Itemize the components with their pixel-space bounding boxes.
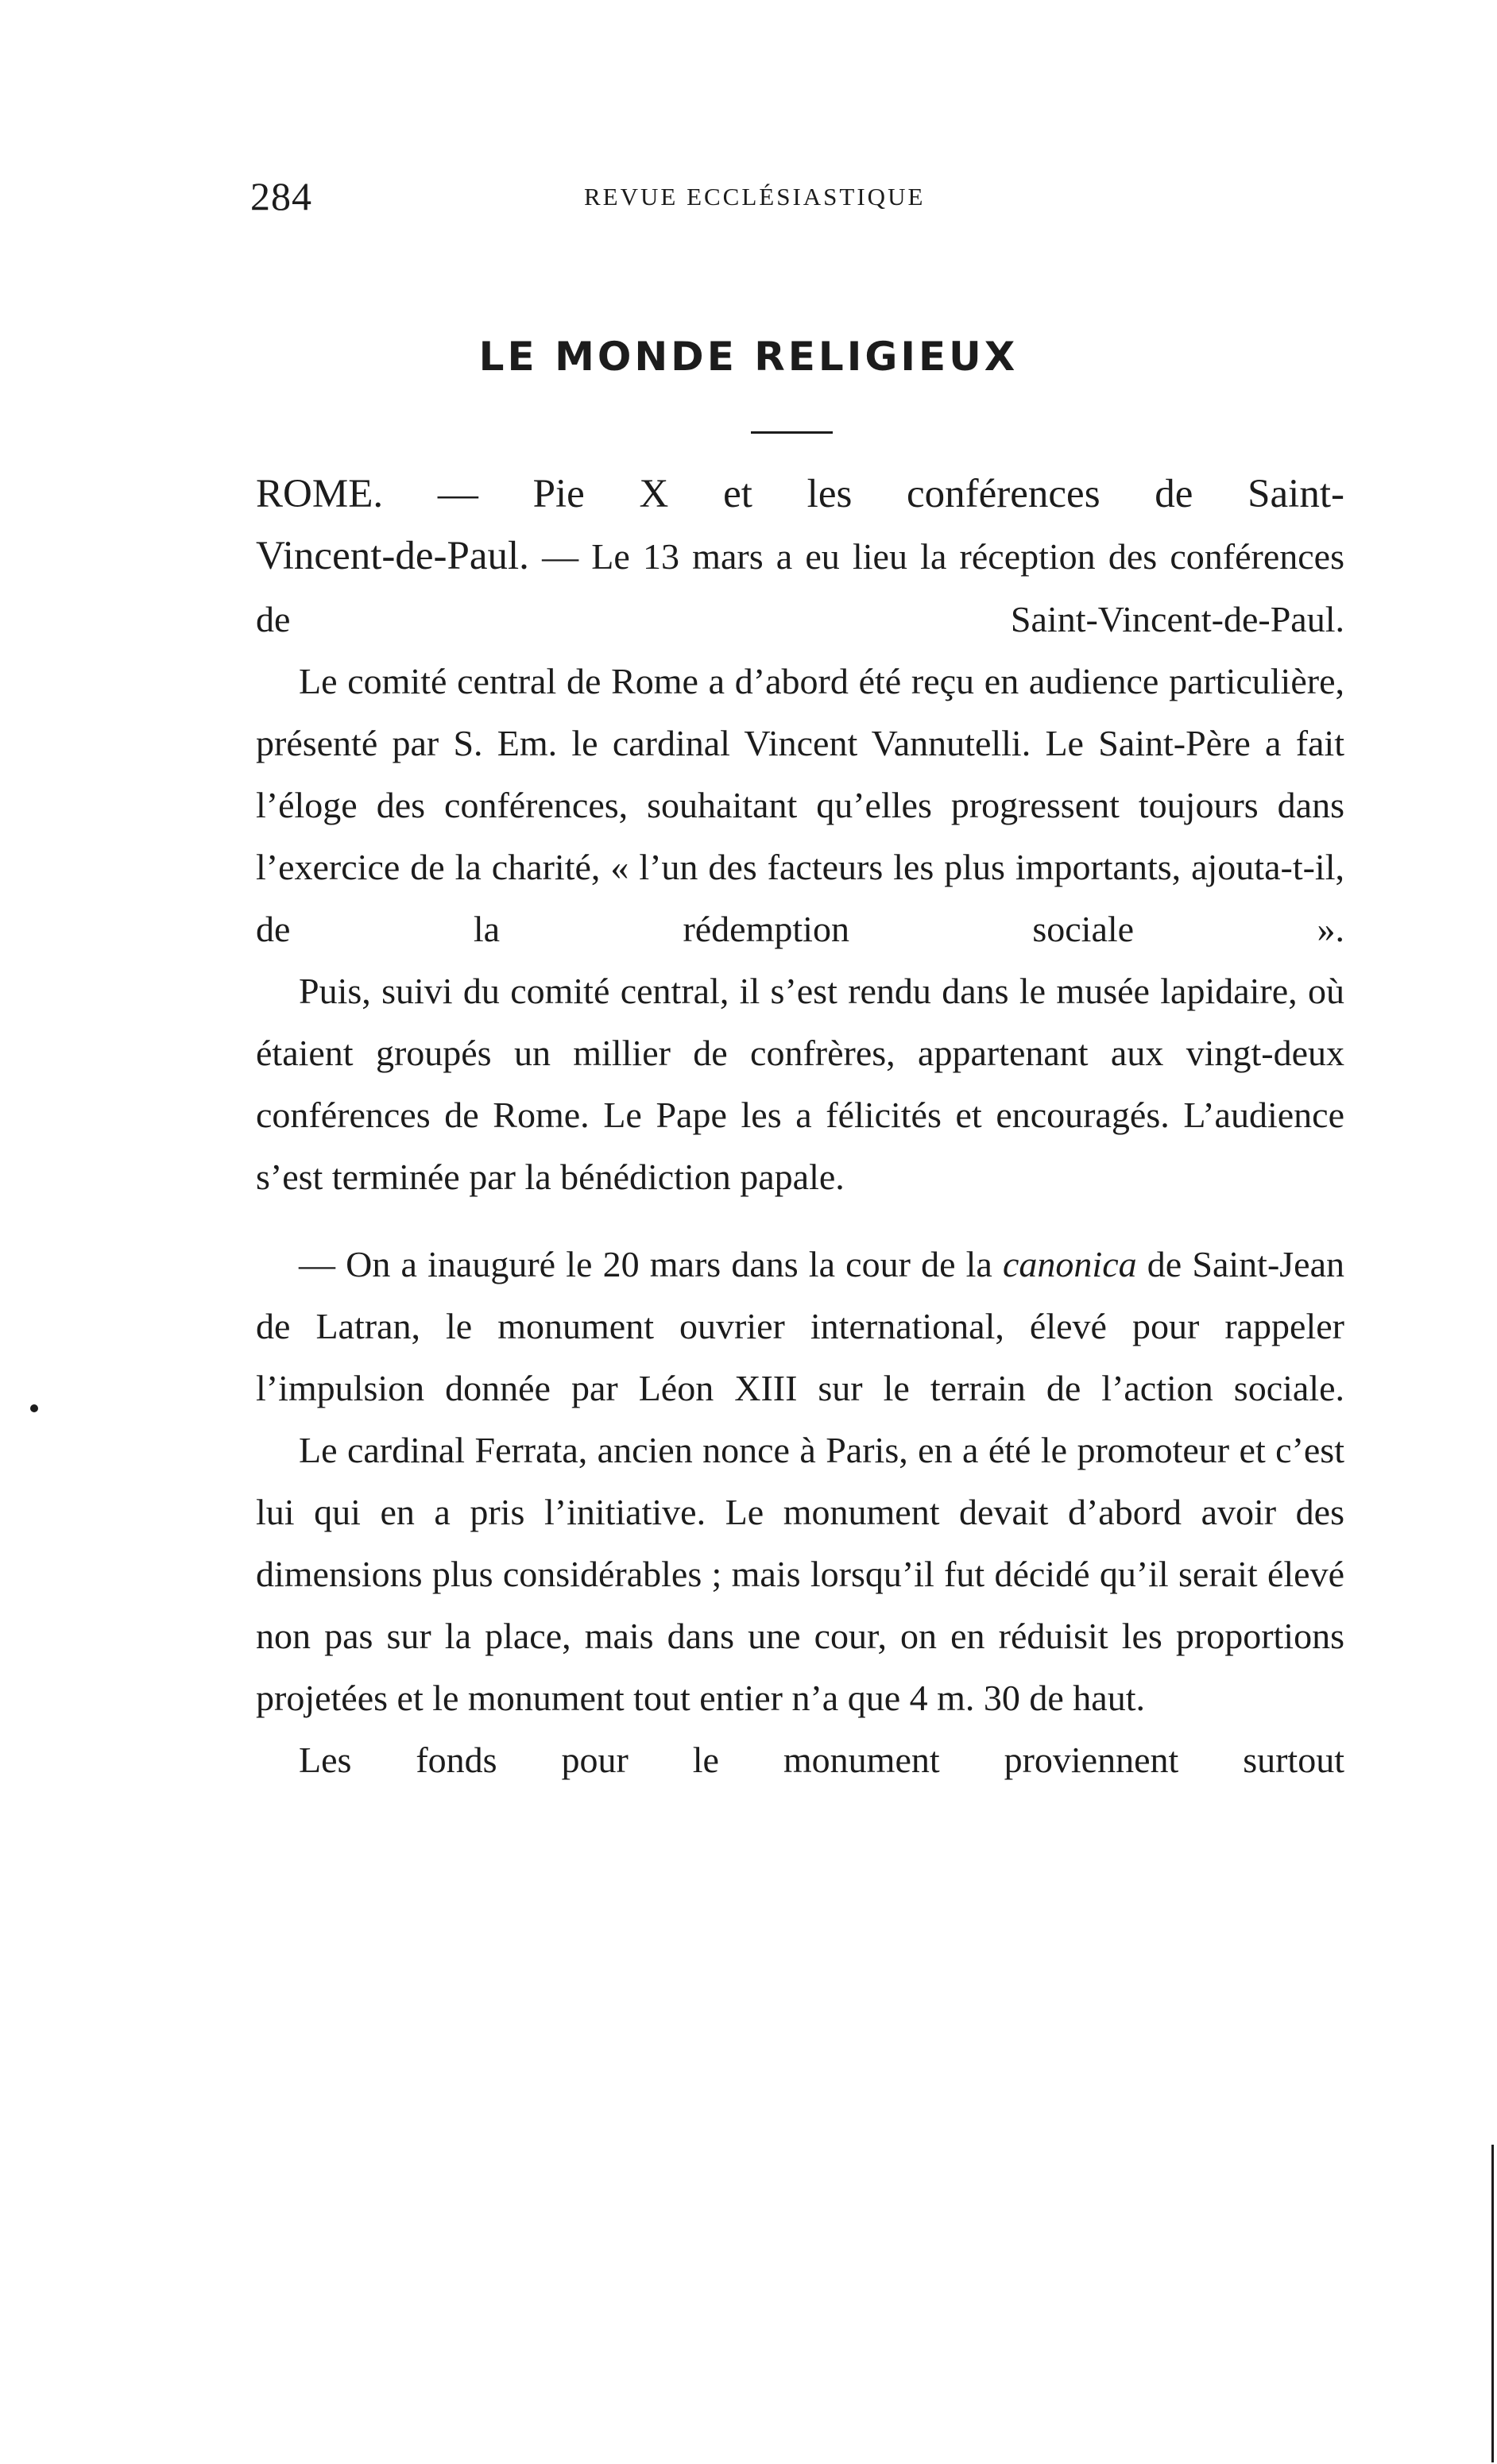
lead-line-2 xyxy=(256,536,1344,639)
canonica-term: canonica xyxy=(1003,1244,1137,1284)
monument-text-start: — On a inauguré le 20 mars dans la cour de la xyxy=(299,1244,1004,1284)
page-edge-line xyxy=(1491,2145,1494,2462)
paragraph-musee: Puis, suivi du comité central, il s’est rendu dans le musée lapidaire, où étaient groupés un millier de confrères, appartenant aux vingt-deux conférences de Rome. Le Pape les a félicités et encouragés. L’audience s’est terminée par la bénédiction papale. xyxy=(256,971,1344,1197)
margin-mark xyxy=(30,1404,38,1412)
page-number: 284 xyxy=(250,174,312,218)
lead-paragraph xyxy=(256,463,1344,651)
journal-title: REVUE ECCLÉSIASTIQUE xyxy=(584,183,926,210)
paragraph-ferrata: Le cardinal Ferrata, ancien nonce à Paris, en a été le promoteur et c’est lui qui en a pris l’initiative. Le monument devait d’abord avoir des dimensions plus considérables ; mais lorsqu’il fut décidé qu’il serait élevé non pas sur la place, mais dans une cour, on en réduisit les proportions projetées et le monument tout entier n’a que 4 m. 30 de haut. xyxy=(256,1430,1344,1718)
monument-text-end: de Saint-Jean de Latran, le monument ouvrier international, élevé pour rappeler l’impulsion donnée par Léon XIII sur le terrain de l’action sociale. xyxy=(256,1244,1344,1408)
paragraph-monument xyxy=(256,1234,1344,1419)
paragraph-comite: Le comité central de Rome a d’abord été reçu en audience particulière, présenté par S. Em. le cardinal Vincent Vannutelli. Le Saint-Père a fait l’éloge des conférences, souhaitant qu’elles progressent toujours dans l’exercice de la charité, « l’un des facteurs les plus importants, ajouta-t-il, de la rédemption sociale ». xyxy=(256,661,1344,949)
lead-place-name: Vincent-de-Paul. xyxy=(256,534,529,578)
section-heading: LE MONDE RELIGIEUX xyxy=(478,334,1019,380)
paragraph-fonds: Les fonds pour le monument proviennent surtout xyxy=(299,1740,1344,1780)
heading-rule xyxy=(751,431,833,434)
lead-line-1: ROME. — Pie X et les conférences de Saint- xyxy=(256,472,1344,516)
lead-text: — Le 13 mars a eu lieu la réception des conférences de Saint-Vincent-de-Paul. xyxy=(256,536,1344,639)
article-body xyxy=(256,463,1344,1791)
running-head xyxy=(250,173,1363,221)
